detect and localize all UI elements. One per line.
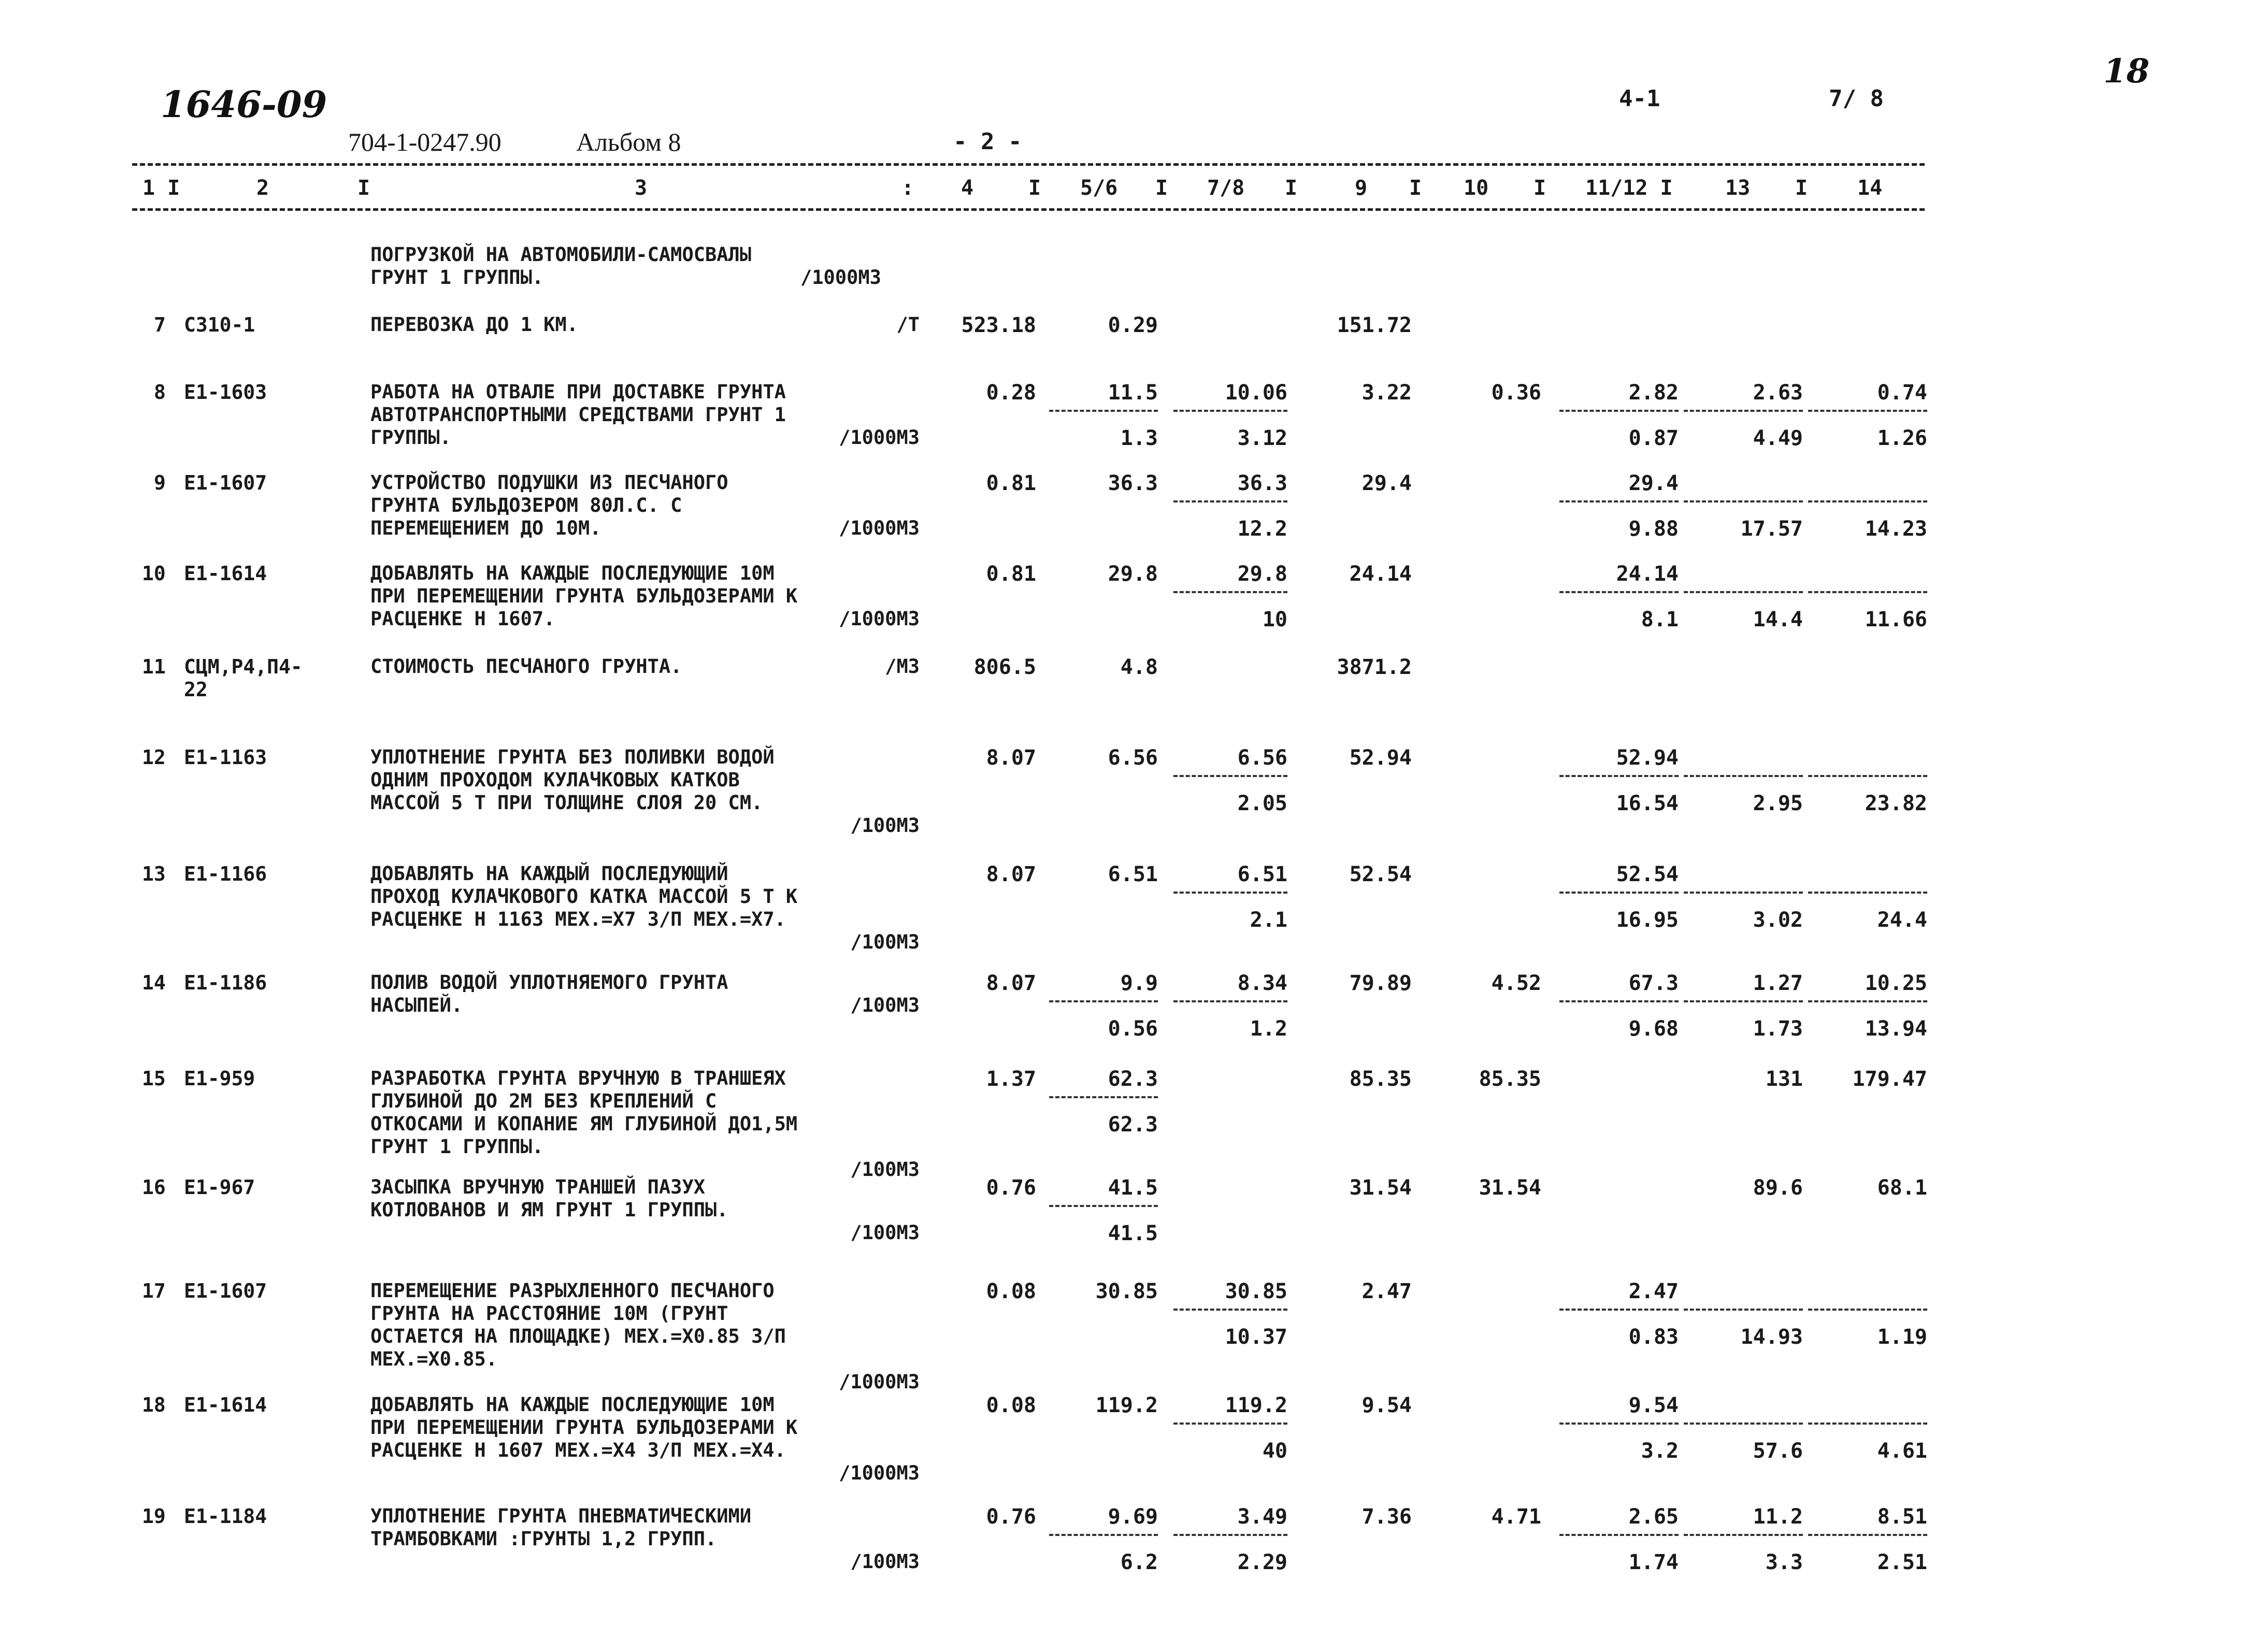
work-description — [370, 381, 920, 449]
cell-col11-12-bottom: 8.1 — [1641, 608, 1679, 631]
cell-col5-6-top: 9.69 — [1108, 1505, 1158, 1529]
column-header-cell: I — [1795, 176, 1808, 200]
cell-col7-8-top: 3.49 — [1237, 1505, 1287, 1529]
fraction-divider — [1808, 591, 1927, 593]
fraction-divider — [1684, 1309, 1803, 1311]
album-label: Альбом 8 — [576, 127, 681, 156]
row-number: 17 — [142, 1280, 166, 1302]
fraction-divider — [1173, 410, 1287, 412]
description-line: МЕХ.=Х0.85. — [370, 1348, 498, 1370]
cell-col13-bottom: 17.57 — [1740, 517, 1803, 541]
norm-code: Е1-1186 — [184, 971, 267, 994]
fraction-divider — [1559, 1000, 1679, 1002]
fraction-divider — [1559, 1309, 1679, 1311]
column-header-cell: I — [1285, 176, 1298, 200]
fraction-divider — [1808, 1423, 1927, 1425]
description-line: ДОБАВЛЯТЬ НА КАЖДЫЙ ПОСЛЕДУЮЩИЙ — [370, 863, 728, 885]
cell-col4: 8.07 — [986, 863, 1036, 886]
work-description — [370, 1505, 920, 1573]
column-header-cell: 14 — [1857, 176, 1883, 200]
norm-code: Е1-1614 — [184, 1394, 267, 1416]
cell-col13-bottom: 1.73 — [1753, 1017, 1803, 1041]
cell-col9: 2.47 — [1362, 1280, 1412, 1303]
column-header-cell: 5/6 — [1080, 176, 1118, 200]
column-header-cell: I — [357, 176, 370, 200]
description-line: ГРУНТА БУЛЬДОЗЕРОМ 80Л.С. С — [370, 494, 682, 516]
cell-col10: 85.35 — [1479, 1067, 1541, 1091]
cell-col5-6-bottom: 1.3 — [1120, 426, 1158, 450]
fraction-divider — [1049, 1205, 1158, 1207]
cell-col4: 8.07 — [986, 746, 1036, 770]
description-line: ГЛУБИНОЙ ДО 2М БЕЗ КРЕПЛЕНИЙ С — [370, 1090, 717, 1112]
cell-col7-8-bottom: 10 — [1262, 608, 1287, 631]
cell-col7-8-bottom: 2.05 — [1237, 792, 1287, 815]
description-line: ДОБАВЛЯТЬ НА КАЖДЫЕ ПОСЛЕДУЮЩИЕ 10М — [370, 1394, 775, 1416]
work-description — [370, 746, 920, 837]
cell-col5-6-top: 36.3 — [1108, 471, 1158, 495]
cell-col4: 0.08 — [986, 1280, 1036, 1303]
fraction-divider — [1808, 1000, 1927, 1002]
unit-label: /М3 — [885, 655, 920, 678]
cell-col13-bottom: 2.95 — [1753, 792, 1803, 815]
fraction-divider — [1559, 410, 1679, 412]
description-line: ПЕРЕМЕЩЕНИЕ РАЗРЫХЛЕННОГО ПЕСЧАНОГО — [370, 1280, 775, 1302]
cell-col5-6-top: 9.9 — [1120, 971, 1158, 995]
cell-col5-6-bottom: 62.3 — [1108, 1113, 1158, 1137]
description-line: НАСЫПЕЙ. /100М3 — [370, 994, 920, 1016]
cell-col11-12-top: 52.54 — [1616, 863, 1679, 886]
description-line: РАЗРАБОТКА ГРУНТА ВРУЧНУЮ В ТРАНШЕЯХ — [370, 1067, 786, 1089]
fraction-divider — [1173, 1000, 1287, 1002]
description-line: ЗАСЫПКА ВРУЧНУЮ ТРАНШЕЙ ПАЗУХ — [370, 1176, 706, 1198]
fraction-divider — [1808, 410, 1927, 412]
album-code: 704-1-0247.90 — [348, 127, 501, 156]
description-line: ГРУППЫ. /1000М3 — [370, 426, 920, 449]
cell-col4: 0.81 — [986, 471, 1036, 495]
corner-page-number: 18 — [2103, 52, 2150, 91]
description-line: ПЕРЕМЕЩЕНИЕМ ДО 10М. /1000М3 — [370, 517, 920, 539]
cell-col14-bottom: 13.94 — [1865, 1017, 1927, 1041]
cell-col13-bottom: 14.4 — [1753, 608, 1803, 631]
cell-col11-12-top: 52.94 — [1616, 746, 1679, 770]
cell-col9: 85.35 — [1349, 1067, 1412, 1091]
cell-col13-top: 131 — [1765, 1067, 1803, 1091]
fraction-divider — [1684, 1423, 1803, 1425]
norm-code: Е1-1166 — [184, 863, 267, 885]
column-header-cell: I — [1534, 176, 1546, 200]
row-number: 12 — [142, 746, 166, 769]
cell-col14-bottom: 11.66 — [1865, 608, 1927, 631]
page-marker: - 2 - — [953, 128, 1022, 155]
unit-label: /1000М3 — [839, 1371, 920, 1393]
cell-col13-bottom: 57.6 — [1753, 1439, 1803, 1463]
description-line: МАССОЙ 5 Т ПРИ ТОЛЩИНЕ СЛОЯ 20 СМ. — [370, 792, 763, 814]
cell-col11-12-bottom: 16.95 — [1616, 908, 1679, 932]
cell-col13-bottom: 3.3 — [1765, 1550, 1803, 1574]
cell-col7-8-bottom: 3.12 — [1237, 426, 1287, 450]
cell-col7-8-bottom: 1.2 — [1250, 1017, 1287, 1041]
row-number: 14 — [142, 971, 166, 994]
norm-code: Е1-1163 — [184, 746, 267, 769]
description-line: ГРУНТ 1 ГРУППЫ. — [370, 1136, 544, 1158]
fraction-divider — [1808, 500, 1927, 502]
description-line: РАСЦЕНКЕ Н 1163 МЕХ.=Х7 З/П МЕХ.=Х7. — [370, 908, 786, 930]
cell-col11-12-top: 67.3 — [1628, 971, 1679, 995]
fraction-divider — [1173, 892, 1287, 894]
fraction-divider — [1559, 1423, 1679, 1425]
row-number: 13 — [142, 863, 166, 885]
cell-col9: 7.36 — [1362, 1505, 1412, 1529]
unit-label: /100М3 — [850, 814, 920, 837]
column-header-cell: : — [901, 176, 914, 200]
cell-col14-bottom: 23.82 — [1865, 792, 1927, 815]
description-line: ПРОХОД КУЛАЧКОВОГО КАТКА МАССОЙ 5 Т К — [370, 885, 798, 908]
cell-col14-top: 8.51 — [1877, 1505, 1927, 1529]
norm-code: Е1-1614 — [184, 562, 267, 585]
intro-line: ПОГРУЗКОЙ НА АВТОМОБИЛИ-САМОСВАЛЫ — [370, 243, 752, 266]
description-line: ТРАМБОВКАМИ :ГРУНТЫ 1,2 ГРУПП. — [370, 1528, 717, 1550]
unit-label: /100М3 — [850, 1222, 920, 1244]
cell-col10: 0.36 — [1491, 381, 1541, 405]
column-header-cell: I — [1155, 176, 1168, 200]
norm-code: СЦМ,Р4,П4- 22 — [184, 655, 303, 701]
cell-col7-8-bottom: 2.1 — [1250, 908, 1287, 932]
column-header-cell: 1 I — [142, 176, 180, 200]
fraction-divider — [1049, 1096, 1158, 1098]
cell-col7-8-top: 36.3 — [1237, 471, 1287, 495]
cell-col5-6-top: 0.29 — [1108, 313, 1158, 337]
cell-col14-bottom: 1.26 — [1877, 426, 1927, 450]
cell-col7-8-bottom: 40 — [1262, 1439, 1287, 1463]
cell-col5-6-top: 119.2 — [1095, 1394, 1158, 1417]
cell-col9: 79.89 — [1349, 971, 1412, 995]
header-rule-bottom — [132, 208, 1925, 211]
description-line: ГРУНТА НА РАССТОЯНИЕ 10М (ГРУНТ — [370, 1302, 728, 1325]
cell-col11-12-top: 2.47 — [1628, 1280, 1679, 1303]
work-description — [370, 313, 920, 336]
cell-col7-8-top: 8.34 — [1237, 971, 1287, 995]
handwritten-doc-number: 1646-09 — [161, 83, 327, 126]
row-number: 16 — [142, 1176, 166, 1199]
cell-col9: 52.94 — [1349, 746, 1412, 770]
fraction-divider — [1559, 892, 1679, 894]
cell-col11-12-top: 2.82 — [1628, 381, 1679, 405]
norm-code: Е1-1607 — [184, 1280, 267, 1302]
cell-col13-top: 1.27 — [1753, 971, 1803, 995]
cell-col11-12-bottom: 3.2 — [1641, 1439, 1679, 1463]
cell-col14-top: 10.25 — [1865, 971, 1927, 995]
unit-label: /1000М3 — [839, 608, 920, 630]
work-description — [370, 655, 920, 678]
column-header-cell: 3 — [635, 176, 648, 200]
fraction-divider — [1808, 775, 1927, 777]
cell-col9: 52.54 — [1349, 863, 1412, 886]
cell-col11-12-bottom: 16.54 — [1616, 792, 1679, 815]
cell-col5-6-top: 62.3 — [1108, 1067, 1158, 1091]
fraction-divider — [1559, 500, 1679, 502]
cell-col13-bottom: 3.02 — [1753, 908, 1803, 932]
unit-label: /100М3 — [850, 994, 920, 1016]
cell-col4: 1.37 — [986, 1067, 1036, 1091]
column-header-cell: 9 — [1355, 176, 1368, 200]
norm-code: Е1-1607 — [184, 471, 267, 494]
column-header-cell: 13 — [1725, 176, 1751, 200]
fraction-divider — [1559, 591, 1679, 593]
unit-label: /1000М3 — [839, 1462, 920, 1484]
fraction-divider — [1559, 1534, 1679, 1536]
column-header-cell: I — [1409, 176, 1422, 200]
norm-code: С310-1 — [184, 313, 255, 336]
fraction-divider — [1049, 1000, 1158, 1002]
cell-col4: 8.07 — [986, 971, 1036, 995]
work-description — [370, 1394, 920, 1485]
cell-col7-8-top: 29.8 — [1237, 562, 1287, 586]
cell-col11-12-bottom: 0.87 — [1628, 426, 1679, 450]
cell-col5-6-top: 4.8 — [1120, 655, 1158, 679]
cell-col4: 0.08 — [986, 1394, 1036, 1417]
cell-col4: 806.5 — [973, 655, 1036, 679]
row-number: 11 — [142, 655, 166, 678]
fraction-divider — [1684, 892, 1803, 894]
unit-label: /100М3 — [850, 931, 920, 953]
work-description — [370, 1176, 920, 1244]
work-description — [370, 471, 920, 540]
row-number: 7 — [154, 313, 166, 336]
cell-col7-8-top: 6.56 — [1237, 746, 1287, 770]
fraction-divider — [1684, 1534, 1803, 1536]
cell-col10: 31.54 — [1479, 1176, 1541, 1200]
description-line: ОСТАЕТСЯ НА ПЛОЩАДКЕ) МЕХ.=Х0.85 З/П — [370, 1325, 786, 1347]
cell-col13-bottom: 14.93 — [1740, 1325, 1803, 1349]
description-line: ПОЛИВ ВОДОЙ УПЛОТНЯЕМОГО ГРУНТА — [370, 971, 728, 994]
cell-col11-12-bottom: 0.83 — [1628, 1325, 1679, 1349]
row-number: 15 — [142, 1067, 166, 1090]
norm-code: Е1-1184 — [184, 1505, 267, 1528]
cell-col4: 0.76 — [986, 1505, 1036, 1529]
sheet-reference: 4-1 — [1619, 85, 1660, 112]
row-number: 10 — [142, 562, 166, 585]
description-line: УПЛОТНЕНИЕ ГРУНТА ПНЕВМАТИЧЕСКИМИ — [370, 1505, 752, 1527]
cell-col14-bottom: 14.23 — [1865, 517, 1927, 541]
row-number: 18 — [142, 1394, 166, 1416]
cell-col7-8-bottom: 10.37 — [1225, 1325, 1287, 1349]
cell-col14-bottom: 2.51 — [1877, 1550, 1927, 1574]
cell-col11-12-top: 2.65 — [1628, 1505, 1679, 1529]
column-header-cell: 7/8 — [1207, 176, 1245, 200]
fraction-divider — [1684, 591, 1803, 593]
description-line: ДОБАВЛЯТЬ НА КАЖДЫЕ ПОСЛЕДУЮЩИЕ 10М — [370, 562, 775, 584]
norm-code: Е1-959 — [184, 1067, 255, 1090]
cell-col7-8-top: 10.06 — [1225, 381, 1287, 405]
cell-col11-12-top: 9.54 — [1628, 1394, 1679, 1417]
cell-col9: 151.72 — [1337, 313, 1412, 337]
cell-col13-top: 11.2 — [1753, 1505, 1803, 1529]
cell-col10: 4.71 — [1491, 1505, 1541, 1529]
cell-col5-6-bottom: 6.2 — [1120, 1550, 1158, 1574]
cell-col14-top: 179.47 — [1852, 1067, 1927, 1091]
cell-col4: 0.76 — [986, 1176, 1036, 1200]
cell-col4: 523.18 — [961, 313, 1036, 337]
row-number: 9 — [154, 471, 166, 494]
cell-col7-8-top: 6.51 — [1237, 863, 1287, 886]
description-line: УПЛОТНЕНИЕ ГРУНТА БЕЗ ПОЛИВКИ ВОДОЙ — [370, 746, 775, 768]
description-line: ПРИ ПЕРЕМЕЩЕНИИ ГРУНТА БУЛЬДОЗЕРАМИ К — [370, 1416, 798, 1439]
cell-col4: 0.81 — [986, 562, 1036, 586]
fraction-divider — [1049, 410, 1158, 412]
description-line: СТОИМОСТЬ ПЕСЧАНОГО ГРУНТА. /М3 — [370, 655, 920, 678]
cell-col7-8-top: 30.85 — [1225, 1280, 1287, 1303]
fraction-divider — [1808, 1534, 1927, 1536]
cell-col10: 4.52 — [1491, 971, 1541, 995]
description-line: УСТРОЙСТВО ПОДУШКИ ИЗ ПЕСЧАНОГО — [370, 471, 728, 494]
fraction-divider — [1173, 1309, 1287, 1311]
intro-unit: /1000М3 — [800, 266, 881, 289]
cell-col5-6-top: 29.8 — [1108, 562, 1158, 586]
fraction-divider — [1173, 1423, 1287, 1425]
description-line: ПЕРЕВОЗКА ДО 1 КМ. /Т — [370, 313, 920, 336]
work-description — [370, 1280, 920, 1394]
cell-col14-bottom: 24.4 — [1877, 908, 1927, 932]
row-number: 19 — [142, 1505, 166, 1528]
fraction-divider — [1559, 775, 1679, 777]
description-line: РАБОТА НА ОТВАЛЕ ПРИ ДОСТАВКЕ ГРУНТА — [370, 381, 786, 403]
cell-col7-8-bottom: 12.2 — [1237, 517, 1287, 541]
cell-col5-6-bottom: 0.56 — [1108, 1017, 1158, 1041]
fraction-divider — [1173, 500, 1287, 502]
column-header-cell: 4 — [961, 176, 974, 200]
work-description — [370, 1067, 920, 1181]
cell-col11-12-bottom: 1.74 — [1628, 1550, 1679, 1574]
cell-col5-6-top: 41.5 — [1108, 1176, 1158, 1200]
cell-col4: 0.28 — [986, 381, 1036, 405]
cell-col9: 9.54 — [1362, 1394, 1412, 1417]
cell-col14-bottom: 4.61 — [1877, 1439, 1927, 1463]
fraction-divider — [1049, 1534, 1158, 1536]
cell-col11-12-bottom: 9.88 — [1628, 517, 1679, 541]
norm-code: Е1-967 — [184, 1176, 255, 1199]
unit-label: /Т — [896, 313, 920, 336]
description-line: РАСЦЕНКЕ Н 1607 МЕХ.=Х4 З/П МЕХ.=Х4. — [370, 1439, 786, 1461]
cell-col11-12-top: 24.14 — [1616, 562, 1679, 586]
cell-col5-6-top: 30.85 — [1095, 1280, 1158, 1303]
column-header-cell: 10 — [1464, 176, 1489, 200]
fraction-divider — [1684, 775, 1803, 777]
unit-label: /100М3 — [850, 1550, 920, 1573]
fraction-divider — [1808, 1309, 1927, 1311]
cell-col9: 31.54 — [1349, 1176, 1412, 1200]
cell-col11-12-top: 29.4 — [1628, 471, 1679, 495]
cell-col5-6-top: 11.5 — [1108, 381, 1158, 405]
unit-label: /100М3 — [850, 1158, 920, 1181]
cell-col9: 3871.2 — [1337, 655, 1412, 679]
column-header-cell: I — [1028, 176, 1041, 200]
cell-col14-top: 68.1 — [1877, 1176, 1927, 1200]
cell-col9: 29.4 — [1362, 471, 1412, 495]
description-line: ПРИ ПЕРЕМЕЩЕНИИ ГРУНТА БУЛЬДОЗЕРАМИ К — [370, 585, 798, 607]
cell-col5-6-bottom: 41.5 — [1108, 1222, 1158, 1245]
norm-code: Е1-1603 — [184, 381, 267, 404]
unit-label: /1000М3 — [839, 426, 920, 449]
cell-col7-8-bottom: 2.29 — [1237, 1550, 1287, 1574]
fraction-divider — [1808, 892, 1927, 894]
cell-col7-8-top: 119.2 — [1225, 1394, 1287, 1417]
cell-col9: 3.22 — [1362, 381, 1412, 405]
cell-col11-12-bottom: 9.68 — [1628, 1017, 1679, 1041]
work-description — [370, 863, 920, 954]
fraction-divider — [1173, 591, 1287, 593]
intro-line: ГРУНТ 1 ГРУППЫ. — [370, 266, 544, 289]
work-description — [370, 562, 920, 630]
column-header-cell: 2 — [256, 176, 269, 200]
description-line: ОТКОСАМИ И КОПАНИЕ ЯМ ГЛУБИНОЙ ДО1,5М — [370, 1113, 798, 1135]
row-number: 8 — [154, 381, 166, 404]
description-line: ОДНИМ ПРОХОДОМ КУЛАЧКОВЫХ КАТКОВ — [370, 769, 740, 791]
fraction-divider — [1684, 1000, 1803, 1002]
cell-col5-6-top: 6.56 — [1108, 746, 1158, 770]
description-line: РАСЦЕНКЕ Н 1607. /1000М3 — [370, 608, 920, 630]
work-description — [370, 971, 920, 1017]
cell-col9: 24.14 — [1349, 562, 1412, 586]
fraction-divider — [1173, 1534, 1287, 1536]
sheet-number: 7/ 8 — [1829, 85, 1884, 112]
description-line: КОТЛОВАНОВ И ЯМ ГРУНТ 1 ГРУППЫ. — [370, 1199, 728, 1221]
column-header-cell: 11/12 I — [1585, 176, 1673, 200]
cell-col13-bottom: 4.49 — [1753, 426, 1803, 450]
cell-col13-top: 2.63 — [1753, 381, 1803, 405]
cell-col14-bottom: 1.19 — [1877, 1325, 1927, 1349]
header-rule-top — [132, 163, 1925, 166]
unit-label: /1000М3 — [839, 517, 920, 539]
cell-col13-top: 89.6 — [1753, 1176, 1803, 1200]
description-line: АВТОТРАНСПОРТНЫМИ СРЕДСТВАМИ ГРУНТ 1 — [370, 404, 786, 426]
fraction-divider — [1684, 500, 1803, 502]
cell-col5-6-top: 6.51 — [1108, 863, 1158, 886]
cell-col14-top: 0.74 — [1877, 381, 1927, 405]
fraction-divider — [1173, 775, 1287, 777]
fraction-divider — [1684, 410, 1803, 412]
